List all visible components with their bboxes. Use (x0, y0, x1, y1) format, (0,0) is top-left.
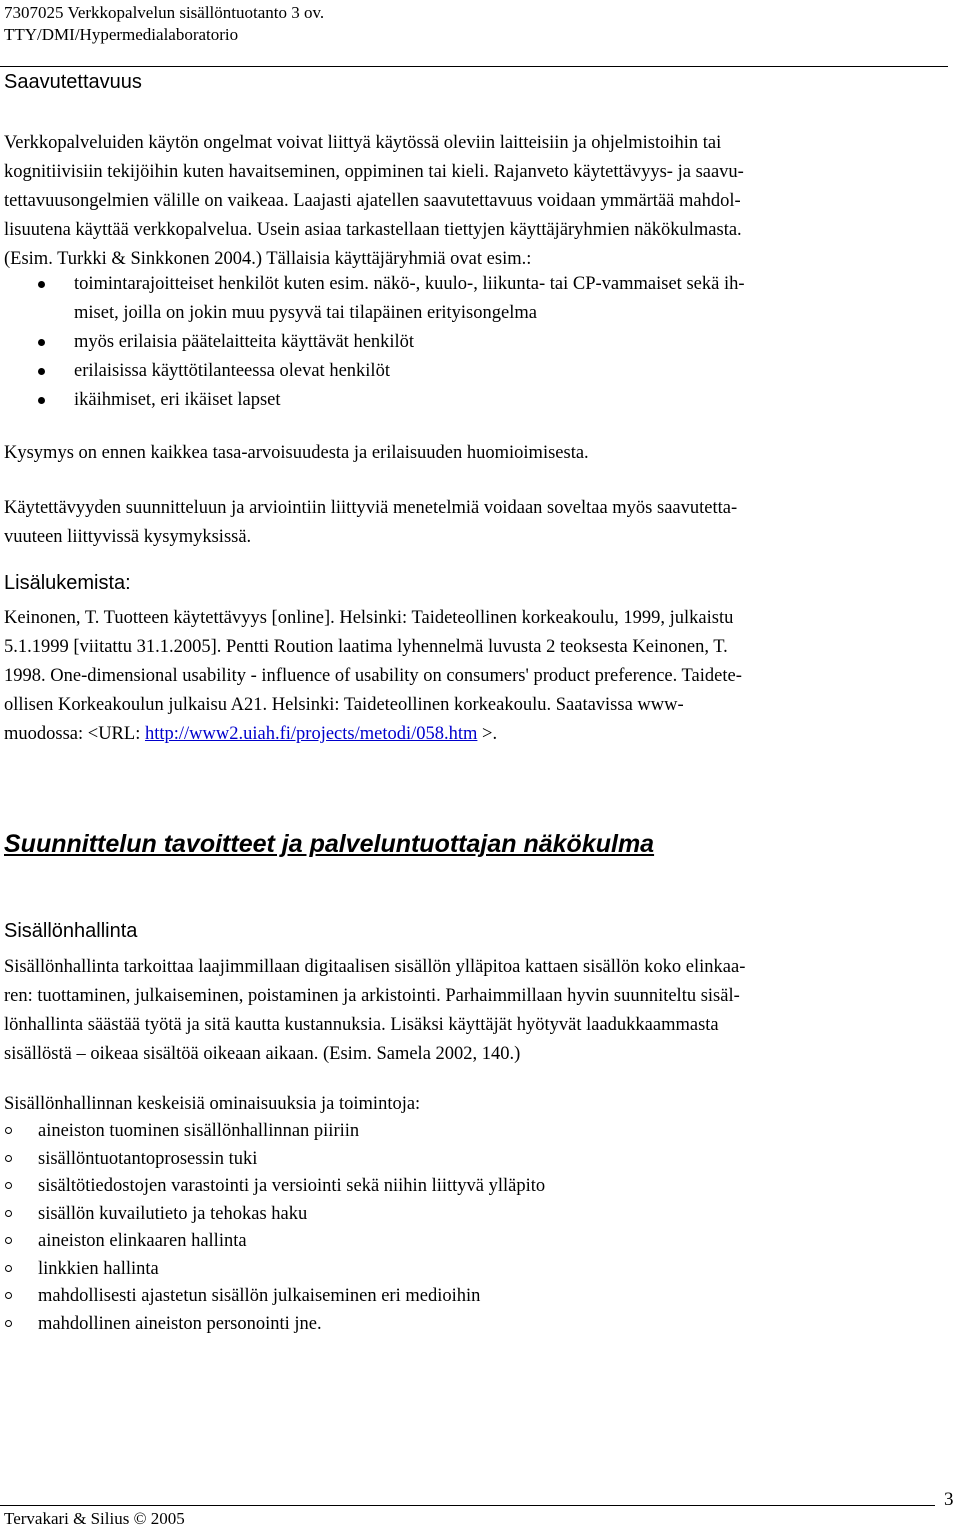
list-item-text: sisällön kuvailutieto ja tehokas haku (38, 1203, 308, 1224)
paragraph-line: Käytettävyyden suunnitteluun ja arviointiin liittyviä menetelmiä voidaan soveltaa myös saavutetta- (4, 498, 738, 518)
bullet-icon (38, 339, 45, 346)
circle-bullet-icon (5, 1237, 12, 1244)
paragraph-line: lisuutena käyttää verkkopalvelua. Usein asiaa tarkastellaan tiettyjen käyttäjäryhmien näkökulmasta. (4, 220, 742, 240)
reference-keinonen (4, 604, 954, 749)
list-item (0, 328, 956, 357)
reference-line: ollisen Korkeakoulun julkaisu A21. Helsinki: Taideteollinen korkeakoulu. Saatavissa www- (4, 695, 684, 715)
circle-bullet-icon (5, 1292, 12, 1299)
bullet-icon (38, 368, 45, 375)
footer-divider (0, 1505, 935, 1506)
circle-bullet-icon (5, 1210, 12, 1217)
paragraph-line: Verkkopalveluiden käytön ongelmat voivat liittyä käytössä oleviin laitteisiin ja ohjelmistoihin tai (4, 133, 722, 153)
list-item (0, 1228, 956, 1256)
list-item-text: aineiston tuominen sisällönhallinnan piiriin (38, 1121, 360, 1141)
paragraph-features-intro (4, 1090, 954, 1119)
paragraph-accessibility-intro (4, 129, 954, 274)
page-number: 3 (944, 1489, 954, 1510)
paragraph-line: Sisällönhallinnan keskeisiä ominaisuuksia ja toimintoja: (4, 1094, 421, 1114)
list-item-text: sisällöntuotantoprosessin tuki (38, 1148, 258, 1169)
paragraph-line: vuuteen liittyvissä kysymyksissä. (4, 527, 252, 547)
list-item-text: toimintarajoitteiset henkilöt kuten esim. näkö-, kuulo-, liikunta- tai CP-vammaiset sekä ih- (74, 274, 745, 294)
paragraph-line: lönhallinta säästää työtä ja sitä kautta kustannuksia. Lisäksi käyttäjät hyötyvät laadukkaammasta (4, 1015, 719, 1035)
paragraph-content-management (4, 953, 954, 1069)
paragraph-line: ren: tuottaminen, julkaiseminen, poistaminen ja arkistointi. Parhaimmillaan hyvin suunniteltu sisäl- (4, 986, 740, 1006)
list-item (0, 1256, 956, 1284)
circle-bullet-icon (5, 1155, 12, 1162)
list-item (0, 357, 956, 386)
header-department: TTY/DMI/Hypermedialaboratorio (4, 25, 239, 44)
list-item-continuation (0, 299, 956, 328)
paragraph-equality (4, 439, 954, 468)
list-item (0, 1118, 956, 1146)
list-item-text: mahdollinen aineiston personointi jne. (38, 1313, 322, 1334)
list-item (0, 1283, 956, 1311)
paragraph-line: sisällöstä – oikeaa sisältöä oikeaan aikaan. (Esim. Samela 2002, 140.) (4, 1044, 521, 1064)
list-item-text: mahdollisesti ajastetun sisällön julkaiseminen eri medioihin (38, 1286, 481, 1306)
paragraph-line: Sisällönhallinta tarkoittaa laajimmillaan digitaalisen sisällön ylläpitoa kattaen sisällön koko elinkaa- (4, 957, 746, 977)
user-groups-list (0, 270, 956, 415)
reference-url-link[interactable]: http://www2.uiah.fi/projects/metodi/058.htm (144, 724, 478, 744)
paragraph-line: kognitiivisiin tekijöihin kuten havaitseminen, oppiminen tai kieli. Rajanveto käytettävyys- ja saavu- (4, 162, 744, 182)
list-item (0, 1146, 956, 1174)
heading-further-reading: Lisälukemista: (4, 572, 131, 594)
paragraph-line: tettavuusongelmien välille on vaikeaa. Laajasti ajatellen saavutettavuus voidaan ymmärtää mahdol- (4, 191, 741, 211)
header-course-title: 7307025 Verkkopalvelun sisällöntuotanto 3 ov. (4, 3, 325, 22)
list-item-text: miset, joilla on jokin muu pysyvä tai tilapäinen erityisongelma (74, 303, 537, 323)
circle-bullet-icon (5, 1127, 12, 1134)
header-divider (0, 66, 948, 67)
list-item-text: erilaisissa käyttötilanteessa olevat henkilöt (74, 361, 390, 381)
list-item (0, 386, 956, 415)
bullet-icon (38, 397, 45, 404)
reference-line: Keinonen, T. Tuotteen käytettävyys [online]. Helsinki: Taideteollinen korkeakoulu, 1999, julkaistu (4, 608, 734, 628)
paragraph-line: (Esim. Turkki & Sinkkonen 2004.) Tällaisia käyttäjäryhmiä ovat esim.: (4, 249, 532, 269)
url-suffix: >. (477, 724, 498, 744)
list-item (0, 1201, 956, 1229)
circle-bullet-icon (5, 1182, 12, 1189)
heading-content-management: Sisällönhallinta (4, 920, 138, 942)
circle-bullet-icon (5, 1265, 12, 1272)
content-management-features-list (0, 1118, 956, 1338)
heading-design-goals: Suunnittelun tavoitteet ja palveluntuottajan näkökulma (4, 830, 655, 858)
list-item-text: linkkien hallinta (38, 1258, 159, 1279)
list-item (0, 1311, 956, 1339)
page-header (4, 2, 324, 46)
bullet-icon (38, 281, 45, 288)
paragraph-usability-methods (4, 494, 954, 552)
list-item-text: ikäihmiset, eri ikäiset lapset (74, 390, 281, 410)
reference-line: 1998. One-dimensional usability - influence of usability on consumers' product preference. Taidete- (4, 666, 742, 686)
list-item-text: myös erilaisia päätelaitteita käyttävät henkilöt (74, 332, 415, 352)
url-prefix: muodossa: <URL: (4, 724, 145, 744)
circle-bullet-icon (5, 1320, 12, 1327)
list-item (0, 270, 956, 299)
paragraph-line: Kysymys on ennen kaikkea tasa-arvoisuudesta ja erilaisuuden huomioimisesta. (4, 443, 589, 463)
list-item-text: aineiston elinkaaren hallinta (38, 1231, 247, 1251)
reference-line (4, 720, 954, 749)
list-item (0, 1173, 956, 1201)
reference-line: 5.1.1999 [viitattu 31.1.2005]. Pentti Roution laatima lyhennelmä luvusta 2 teoksesta Keinonen, T. (4, 637, 728, 657)
footer-copyright: Tervakari & Silius © 2005 (4, 1509, 185, 1528)
list-item-text: sisältötiedostojen varastointi ja versiointi sekä niihin liittyvä ylläpito (38, 1176, 546, 1196)
heading-saavutettavuus: Saavutettavuus (4, 71, 142, 93)
